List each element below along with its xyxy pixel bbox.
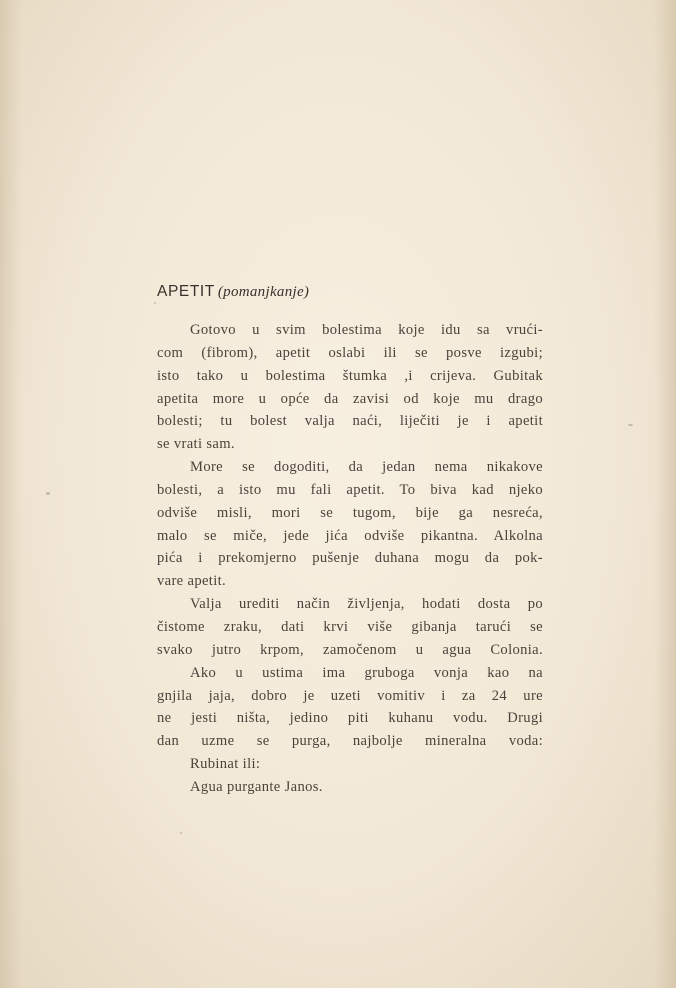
text-line: apetita more u opće da zavisi od koje mu drago <box>157 390 543 407</box>
page-right-edge-shadow <box>654 0 676 988</box>
text-line: Gotovo u svim bolestima koje idu sa vrući- <box>190 322 543 338</box>
text-line: čistome zraku, dati krvi više gibanja tarući se <box>157 618 543 635</box>
text-line: Agua purgante Janos. <box>190 778 323 795</box>
text-line: com (fibrom), apetit oslabi ili se posve izgubi; <box>157 344 543 361</box>
text-line: Ako u ustima ima gruboga vonja kao na <box>190 664 543 681</box>
text-line: bolesti; tu bolest valja naći, liječiti je i apetit <box>157 413 543 430</box>
heading-title: APETIT <box>157 283 215 300</box>
text-line: isto tako u bolestima štumka ,i crijeva. Gubitak <box>157 367 543 384</box>
text-line: Valja urediti način življenja, hodati dosta po <box>190 596 543 613</box>
paper-speck <box>46 492 50 495</box>
text-line: pića i prekomjerno pušenje duhana mogu da pok- <box>157 550 543 567</box>
text-line: malo se miče, jede jića odviše pikantna. Alkolna <box>157 527 543 544</box>
paper-speck <box>180 832 182 834</box>
text-line: bolesti, a isto mu fali apetit. To biva kad njeko <box>157 481 543 498</box>
text-line: odviše misli, mori se tugom, bije ga nesreća, <box>157 504 543 521</box>
text-line: dan uzme se purga, najbolje mineralna voda: <box>157 733 543 750</box>
text-line: vare apetit. <box>157 573 227 590</box>
page-left-edge-shadow <box>0 0 22 988</box>
text-line: Rubinat ili: <box>190 756 261 773</box>
text-line: se vrati sam. <box>157 436 235 453</box>
text-line: ne jesti ništa, jedino piti kuhanu vodu. Drugi <box>157 710 543 727</box>
heading-subtitle: (pomanjkanje) <box>217 284 310 300</box>
text-line: gnjila jaja, dobro je uzeti vomitiv i za 24 ure <box>157 687 543 704</box>
text-line: svako jutro krpom, zamočenom u agua Colonia. <box>157 641 543 658</box>
paper-speck <box>628 424 633 426</box>
body-text <box>157 319 543 799</box>
section-heading <box>157 283 309 301</box>
paper-speck <box>154 302 156 304</box>
text-line: More se dogoditi, da jedan nema nikakove <box>190 459 543 476</box>
